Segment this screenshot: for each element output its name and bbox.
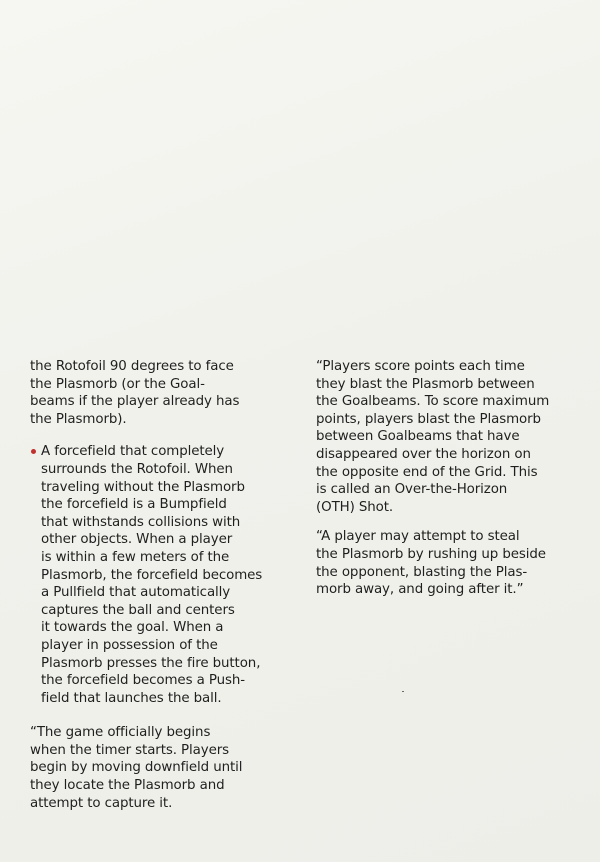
forcefield-bullet-text: A forcefield that completely surrounds the Rotofoil. When traveling without the Plasmorb the forcefield is a Bumpfield that withstands collisions with other objects. When a player is within a few meters of the Plasmorb, the forcefield becomes a Pullfield that automatically captures the ball and centers it towards the goal. When a player in possession of the Plasmorb presses the fire button, the forcefield becomes a Push- field that launches the ball. — [41, 444, 263, 706]
bullet-dot-icon — [31, 449, 36, 454]
forcefield-bullet-item — [30, 443, 280, 707]
right-column — [316, 358, 566, 599]
print-speck — [402, 691, 404, 692]
right-paragraph-2: “A player may attempt to steal the Plasmorb by rushing up beside the opponent, blasting the Plas- morb away, and going after it.” — [316, 529, 546, 598]
left-paragraph-1: the Rotofoil 90 degrees to face the Plasmorb (or the Goal- beams if the player already has the Plasmorb). — [30, 359, 240, 427]
left-paragraph-2: “The game officially begins when the timer starts. Players begin by moving downfield until they locate the Plasmorb and attempt to capture it. — [30, 725, 243, 811]
left-column — [30, 358, 280, 812]
right-paragraph-1: “Players score points each time they blast the Plasmorb between the Goalbeams. To score maximum points, players blast the Plasmorb between Goalbeams that have disappeared over the horizon on the opposite end of the Grid. This is called an Over-the-Horizon (OTH) Shot. — [316, 359, 550, 515]
